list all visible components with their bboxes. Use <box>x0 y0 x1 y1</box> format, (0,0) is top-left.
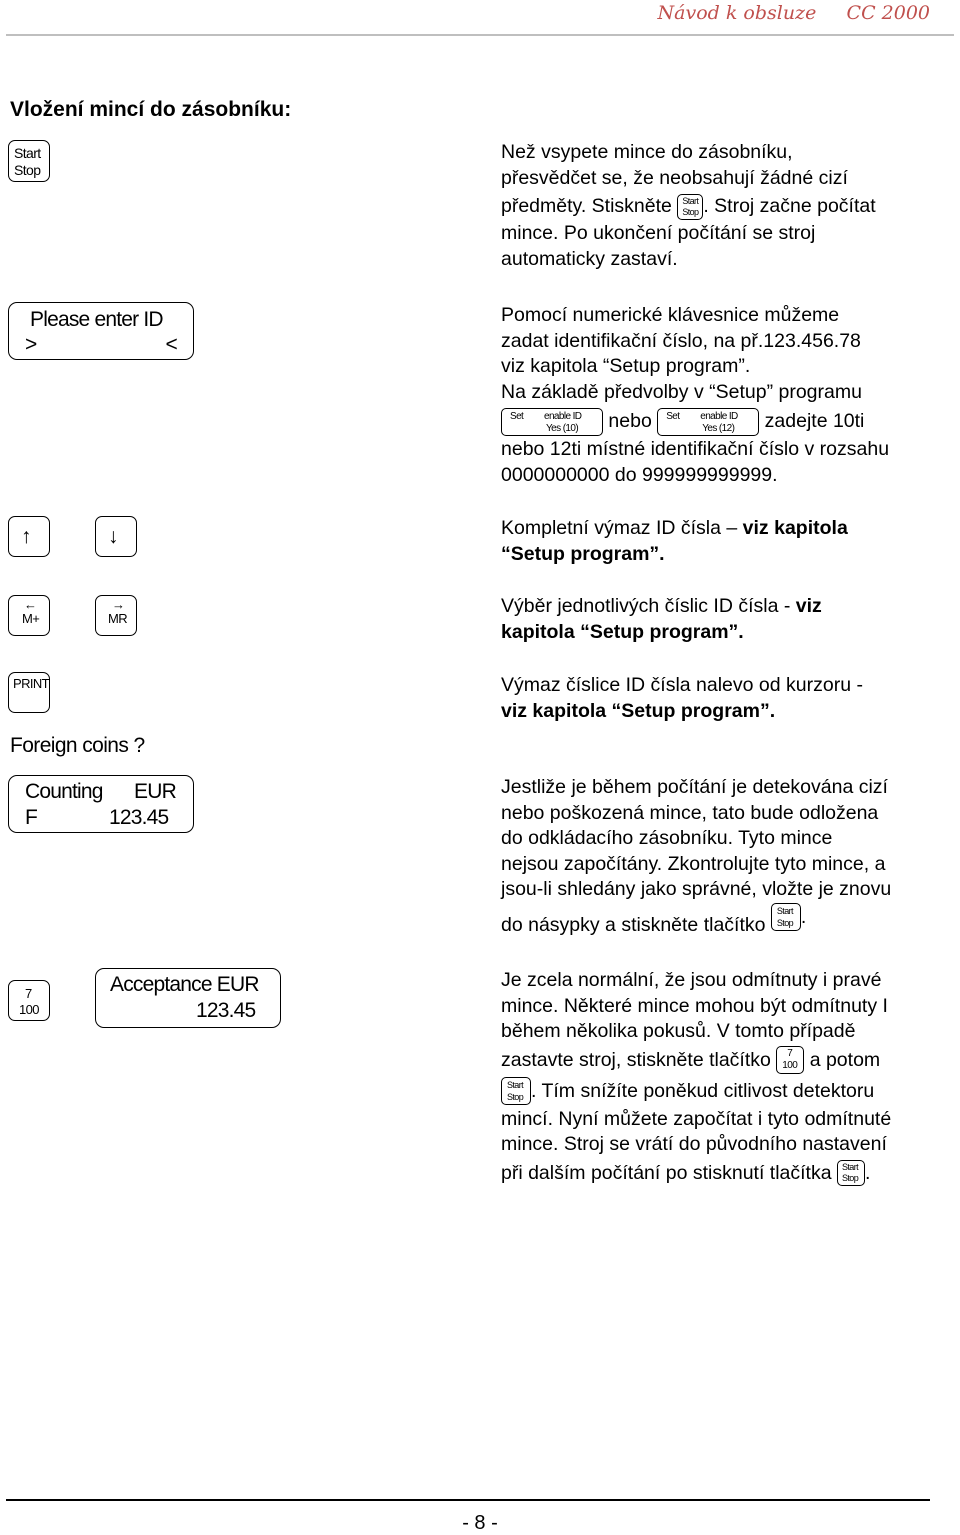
page-number: - 8 - <box>462 1512 498 1534</box>
print-key: PRINT <box>8 672 50 713</box>
display-counting: Counting EUR F 123.45 <box>8 775 194 833</box>
paragraph-start: Než vsypete mince do zásobníku, přesvědčet se, že neobsahují žádné cizí předměty. Stiskněte Start Stop . Stroj začne počítat mince. Po ukončení počítání se stroj automaticky zastaví. <box>501 141 876 270</box>
paragraph-select-digit: Výběr jednotlivých číslic ID čísla - viz kapitola “Setup program”. <box>501 595 822 643</box>
section-title: Vložení mincí do zásobníku: <box>10 98 292 121</box>
display-acceptance: Acceptance EUR 123.45 <box>95 968 281 1028</box>
footer-rule <box>6 1499 930 1501</box>
up-arrow-icon: ↑ <box>21 525 31 548</box>
m-plus-key: ← M+ <box>8 595 50 636</box>
down-arrow-key <box>95 516 137 557</box>
start-stop-key-inline: Start Stop <box>501 1077 531 1105</box>
right-arrow-icon: → <box>112 597 125 612</box>
start-stop-key: Start Stop <box>8 140 50 182</box>
start-stop-key-inline: Start Stop <box>677 194 703 220</box>
left-arrow-icon: ← <box>24 597 37 612</box>
paragraph-rejected-coins: Je zcela normální, že jsou odmítnuty i pravé mince. Některé mince mohou být odmítnuty I během několika pokusů. V tomto případě zastavte stroj, stiskněte tlačítko 7 100 a potom Start Stop . Tím snížíte poněkud citlivost detektoru mincí. Nyní můžete započítat i tyto odmítnuté mince. Stroj se vrátí do původního nastavení při dalším počítání po stisknutí tlačítka Start Stop . <box>501 968 956 1188</box>
model-name: CC 2000 <box>846 2 930 24</box>
seven-hundred-key: 7 100 <box>8 980 50 1021</box>
seven-hundred-key-inline: 7 100 <box>776 1046 804 1074</box>
display-cursor-left: > <box>25 333 37 356</box>
down-arrow-icon: ↓ <box>108 525 118 548</box>
running-header <box>658 2 930 24</box>
display-line-1: Please enter ID <box>30 308 163 331</box>
header-rule <box>6 34 954 36</box>
set-enable-id-10-key: Set enable ID Yes (10) <box>501 408 603 436</box>
paragraph-enter-id: Pomocí numerické klávesnice můžeme zadat identifikační číslo, na př.123.456.78 viz kapitola “Setup program”. Na základě předvolby v “Setup” programu Set enable ID Yes (10) nebo Set enable ID Yes (12) zadejte 10ti nebo 12ti místné identifikační číslo v rozsahu 0000000000 do 999999999999. <box>501 304 890 486</box>
display-cursor-right: < <box>165 333 177 356</box>
paragraph-clear-id: Kompletní výmaz ID čísla – viz kapitola “Setup program”. <box>501 517 848 565</box>
mr-key: → MR <box>95 595 137 636</box>
up-arrow-key <box>8 516 50 557</box>
set-enable-id-12-key: Set enable ID Yes (12) <box>657 408 759 436</box>
foreign-coins-message: Foreign coins ? <box>10 734 145 757</box>
start-stop-key-inline: Start Stop <box>837 1160 865 1186</box>
paragraph-delete-digit: Výmaz číslice ID čísla nalevo od kurzoru - viz kapitola “Setup program”. <box>501 674 863 722</box>
manual-title: Návod k obsluze <box>657 2 817 24</box>
paragraph-foreign-coins: Jestliže je během počítání je detekována cizí nebo poškozená mince, tato bude odložena do odkládacího zásobníku. Tyto mince nejsou započítány. Zkontrolujte tyto mince, a jsou-li shledány jako správné, vložte je znovu do násypky a stiskněte tlačítko Start Stop . <box>501 776 892 936</box>
start-stop-key-inline: Start Stop <box>771 903 801 931</box>
display-enter-id <box>8 302 194 360</box>
